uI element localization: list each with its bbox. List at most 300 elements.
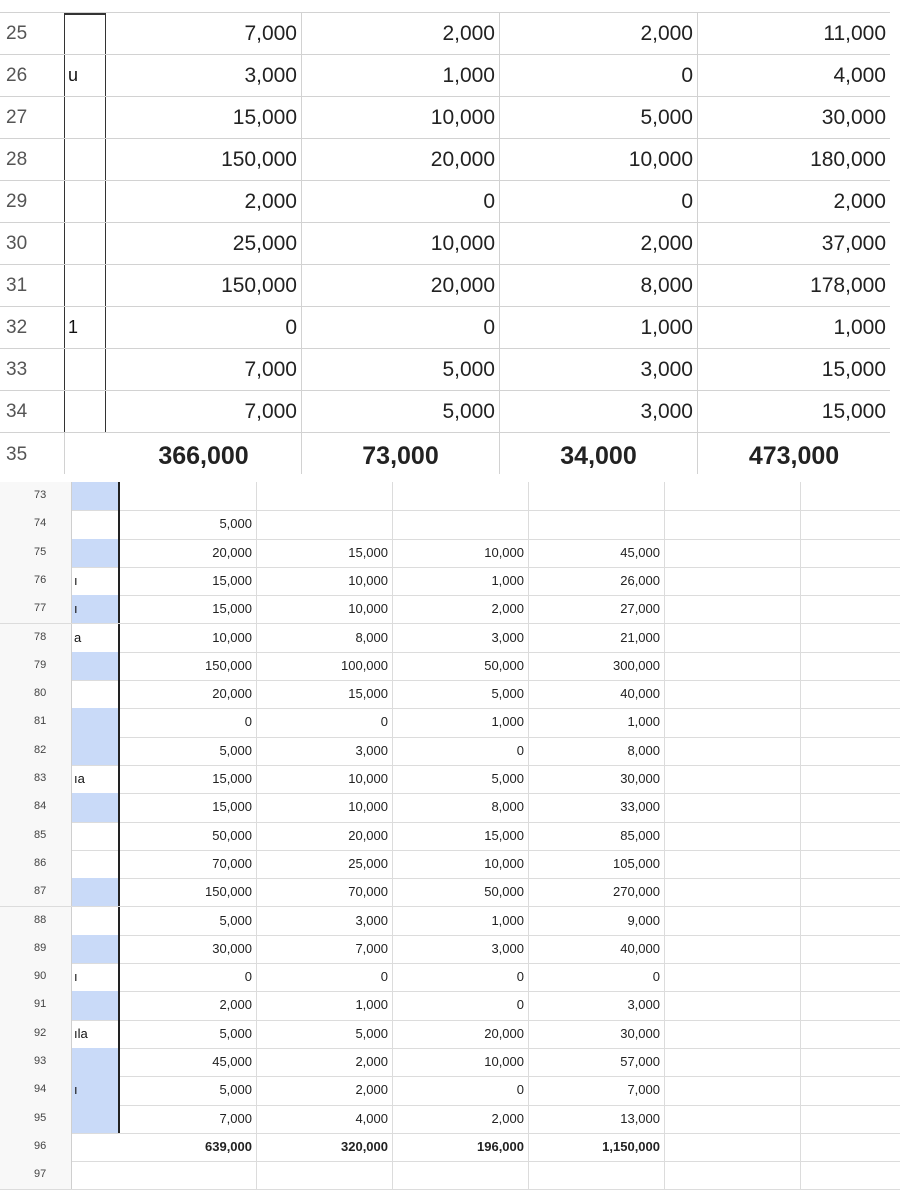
value-cell[interactable] [529,1161,665,1189]
value-cell[interactable]: 2,000 [833,190,886,213]
value-cell[interactable] [801,991,900,1019]
name-cell[interactable] [64,265,106,306]
row-number[interactable]: 85 [0,822,72,850]
value-cell[interactable] [801,652,900,680]
value-cell[interactable] [665,624,801,652]
name-cell[interactable] [72,822,120,850]
value-cell[interactable] [529,482,665,510]
row-number[interactable]: 78 [0,624,72,652]
value-cell[interactable]: 1,000 [257,991,393,1019]
row-number[interactable]: 94 [0,1076,72,1104]
value-cell[interactable]: 15,000 [120,793,257,821]
value-cell[interactable]: 0 [393,737,529,765]
value-cell[interactable]: 3,000 [393,935,529,963]
name-cell[interactable]: 1 [64,307,106,348]
value-cell[interactable]: 3,000 [393,624,529,652]
name-cell[interactable] [72,737,120,765]
value-cell[interactable]: 15,000 [257,680,393,708]
value-cell[interactable] [257,510,393,538]
table-row [0,624,900,653]
value-cell[interactable]: 10,000 [257,595,393,623]
row-number[interactable]: 27 [6,107,28,128]
table-row [0,680,900,709]
value-cell[interactable]: 196,000 [393,1133,529,1161]
row-number[interactable]: 33 [6,359,28,380]
value-cell[interactable] [801,765,900,793]
value-cell[interactable]: 40,000 [529,935,665,963]
value-cell[interactable] [801,793,900,821]
value-cell[interactable] [257,482,393,510]
row-number[interactable]: 80 [0,680,72,708]
row-number[interactable]: 76 [0,567,72,595]
name-cell[interactable] [72,652,120,680]
value-cell[interactable]: 320,000 [257,1133,393,1161]
name-cell[interactable] [64,349,106,390]
name-cell[interactable] [64,391,106,432]
row-number[interactable]: 82 [0,737,72,765]
value-cell[interactable] [393,510,529,538]
value-cell[interactable]: 5,000 [302,349,500,390]
table-row [0,139,890,181]
table-row [0,850,900,879]
value-cell[interactable]: 8,000 [529,737,665,765]
value-cell[interactable] [801,737,900,765]
value-cell[interactable] [801,595,900,623]
name-cell[interactable] [72,850,120,878]
value-cell[interactable] [801,907,900,935]
value-cell[interactable] [257,1161,393,1189]
value-cell[interactable]: 15,000 [120,567,257,595]
value-cell[interactable] [665,963,801,991]
value-cell[interactable]: 178,000 [810,274,886,297]
value-cell[interactable]: 10,000 [393,1048,529,1076]
value-cell[interactable]: 3,000 [106,55,302,96]
value-cell[interactable]: 0 [500,181,698,222]
value-cell[interactable]: 2,000 [257,1048,393,1076]
value-cell[interactable]: 2,000 [500,13,698,54]
value-cell[interactable] [801,1161,900,1189]
value-cell[interactable] [801,624,900,652]
table-row [0,765,900,794]
value-cell[interactable]: 0 [120,963,257,991]
value-cell[interactable]: 37,000 [821,232,886,255]
value-cell[interactable]: 270,000 [529,878,665,906]
table-row [0,991,900,1020]
table-row [0,708,900,737]
name-cell[interactable] [72,482,120,510]
value-cell[interactable]: 3,000 [529,991,665,1019]
value-cell[interactable]: 10,000 [257,793,393,821]
value-cell[interactable]: 4,000 [833,64,886,87]
value-cell[interactable]: 15,000 [257,539,393,567]
value-cell[interactable]: 25,000 [106,223,302,264]
value-cell[interactable]: 30,000 [529,765,665,793]
value-cell[interactable]: 0 [393,1076,529,1104]
table-row [0,349,890,391]
row-number[interactable]: 95 [0,1105,72,1133]
value-cell[interactable]: 5,000 [257,1020,393,1048]
table-row [0,963,900,992]
table-row [0,822,900,851]
value-cell[interactable] [665,595,801,623]
value-cell[interactable]: 10,000 [500,139,698,180]
table-row [0,793,900,822]
value-cell[interactable]: 180,000 [810,148,886,171]
value-cell[interactable] [120,482,257,510]
value-cell[interactable] [120,1161,257,1189]
table-row [0,907,900,936]
value-cell[interactable] [801,1020,900,1048]
value-cell[interactable] [665,793,801,821]
value-cell[interactable]: 0 [257,963,393,991]
name-cell[interactable] [64,97,106,138]
row-number[interactable]: 84 [0,793,72,821]
value-cell[interactable]: 5,000 [120,737,257,765]
value-cell[interactable] [665,737,801,765]
value-cell[interactable]: 26,000 [529,567,665,595]
name-cell[interactable]: ı [72,963,120,991]
value-cell[interactable]: 5,000 [302,391,500,432]
table-row [0,878,900,907]
value-cell[interactable]: 15,000 [393,822,529,850]
name-cell[interactable]: ı [72,1076,120,1104]
table-row [0,595,900,624]
table-row [0,1020,900,1049]
value-cell[interactable] [665,935,801,963]
value-cell[interactable]: 57,000 [529,1048,665,1076]
value-cell[interactable]: 10,000 [120,624,257,652]
value-cell[interactable]: 10,000 [302,97,500,138]
row-number[interactable]: 86 [0,850,72,878]
bottom-sheet [0,474,900,1204]
total-cell[interactable]: 73,000 [302,433,500,477]
table-row [0,1048,900,1077]
name-cell[interactable] [72,1105,120,1133]
value-cell[interactable]: 27,000 [529,595,665,623]
value-cell[interactable]: 15,000 [120,595,257,623]
value-cell[interactable]: 20,000 [393,1020,529,1048]
value-cell[interactable] [801,878,900,906]
name-cell[interactable] [72,878,120,906]
table-row [0,1161,900,1190]
value-cell[interactable]: 30,000 [529,1020,665,1048]
value-cell[interactable]: 639,000 [120,1133,257,1161]
value-cell[interactable]: 20,000 [120,680,257,708]
value-cell[interactable]: 15,000 [106,97,302,138]
row-number[interactable]: 30 [6,233,28,254]
value-cell[interactable] [801,850,900,878]
name-cell[interactable] [64,13,106,54]
value-cell[interactable] [665,567,801,595]
table-row [0,97,890,139]
row-number[interactable]: 92 [0,1020,72,1048]
table-row [0,223,890,265]
value-cell[interactable]: 3,000 [500,391,698,432]
name-cell[interactable] [72,680,120,708]
table-row [0,55,890,97]
value-cell[interactable]: 15,000 [821,358,886,381]
name-cell[interactable] [64,139,106,180]
value-cell[interactable]: 8,000 [257,624,393,652]
name-cell[interactable]: u [64,55,106,96]
value-cell[interactable] [801,708,900,736]
name-cell[interactable] [64,181,106,222]
value-cell[interactable] [665,1133,801,1161]
value-cell[interactable]: 15,000 [120,765,257,793]
value-cell[interactable]: 9,000 [529,907,665,935]
value-cell[interactable] [665,850,801,878]
value-cell[interactable]: 30,000 [120,935,257,963]
value-cell[interactable]: 7,000 [257,935,393,963]
name-cell[interactable] [64,433,106,477]
name-cell[interactable] [72,907,120,935]
row-number[interactable]: 25 [6,23,28,44]
value-cell[interactable] [801,539,900,567]
name-cell[interactable] [72,935,120,963]
value-cell[interactable]: 5,000 [120,1076,257,1104]
name-cell[interactable] [72,1133,120,1161]
value-cell[interactable]: 45,000 [120,1048,257,1076]
name-cell[interactable]: a [72,624,120,652]
value-cell[interactable]: 10,000 [257,765,393,793]
value-cell[interactable]: 5,000 [500,97,698,138]
value-cell[interactable] [665,1105,801,1133]
value-cell[interactable]: 7,000 [106,391,302,432]
value-cell[interactable]: 7,000 [106,13,302,54]
name-cell[interactable] [72,1161,120,1189]
value-cell[interactable] [665,652,801,680]
value-cell[interactable]: 0 [500,55,698,96]
value-cell[interactable]: 3,000 [500,349,698,390]
value-cell[interactable]: 2,000 [302,13,500,54]
value-cell[interactable] [665,1076,801,1104]
value-cell[interactable] [665,765,801,793]
value-cell[interactable]: 0 [257,708,393,736]
value-cell[interactable]: 0 [393,963,529,991]
value-cell[interactable]: 11,000 [823,22,886,45]
value-cell[interactable]: 33,000 [529,793,665,821]
name-cell[interactable] [72,991,120,1019]
value-cell[interactable]: 20,000 [302,265,500,306]
row-number[interactable]: 28 [6,149,28,170]
value-cell[interactable] [665,1161,801,1189]
value-cell[interactable]: 1,000 [833,316,886,339]
value-cell[interactable] [801,1133,900,1161]
value-cell[interactable] [665,991,801,1019]
value-cell[interactable]: 10,000 [302,223,500,264]
value-cell[interactable]: 5,000 [120,1020,257,1048]
value-cell[interactable]: 20,000 [120,539,257,567]
value-cell[interactable] [665,539,801,567]
total-row [0,1133,900,1162]
value-cell[interactable] [801,1048,900,1076]
value-cell[interactable]: 7,000 [120,1105,257,1133]
row-number[interactable]: 96 [0,1133,72,1161]
row-number[interactable]: 32 [6,317,28,338]
row-number[interactable]: 81 [0,708,72,736]
name-cell[interactable] [72,793,120,821]
value-cell[interactable]: 1,000 [500,307,698,348]
value-cell[interactable] [801,822,900,850]
value-cell[interactable]: 7,000 [529,1076,665,1104]
value-cell[interactable]: 15,000 [821,400,886,423]
value-cell[interactable] [665,878,801,906]
value-cell[interactable] [665,708,801,736]
value-cell[interactable]: 50,000 [393,652,529,680]
value-cell[interactable]: 30,000 [821,106,886,129]
value-cell[interactable]: 50,000 [120,822,257,850]
value-cell[interactable]: 20,000 [302,139,500,180]
value-cell[interactable] [665,907,801,935]
row-number[interactable]: 91 [0,991,72,1019]
value-cell[interactable] [801,510,900,538]
row-number[interactable]: 77 [0,595,72,623]
value-cell[interactable]: 20,000 [257,822,393,850]
value-cell[interactable]: 13,000 [529,1105,665,1133]
name-cell[interactable] [72,708,120,736]
name-cell[interactable]: ıla [72,1020,120,1048]
value-cell[interactable]: 10,000 [393,850,529,878]
value-cell[interactable]: 10,000 [393,539,529,567]
value-cell[interactable]: 1,000 [393,708,529,736]
value-cell[interactable] [665,482,801,510]
value-cell[interactable] [801,1105,900,1133]
name-cell[interactable]: ı [72,567,120,595]
value-cell[interactable]: 5,000 [393,680,529,708]
row-number[interactable]: 73 [0,482,72,510]
row-number[interactable]: 90 [0,963,72,991]
value-cell[interactable] [801,935,900,963]
total-cell[interactable]: 473,000 [748,442,840,470]
top-sheet-grid [0,12,890,478]
value-cell[interactable] [665,1048,801,1076]
value-cell[interactable]: 150,000 [106,265,302,306]
row-number[interactable]: 79 [0,652,72,680]
row-number[interactable]: 88 [0,907,72,935]
value-cell[interactable]: 3,000 [257,907,393,935]
table-row [0,1076,900,1105]
row-number[interactable]: 29 [6,191,28,212]
value-cell[interactable]: 0 [302,181,500,222]
table-row [0,391,890,433]
value-cell[interactable]: 1,000 [302,55,500,96]
table-row [0,510,900,539]
row-number[interactable]: 34 [6,401,28,422]
row-number[interactable]: 83 [0,765,72,793]
value-cell[interactable]: 2,000 [120,991,257,1019]
value-cell[interactable]: 2,000 [257,1076,393,1104]
name-cell[interactable]: ıa [72,765,120,793]
total-cell[interactable]: 366,000 [106,433,302,477]
value-cell[interactable] [801,680,900,708]
name-cell[interactable] [72,539,120,567]
value-cell[interactable]: 150,000 [120,878,257,906]
value-cell[interactable]: 0 [120,708,257,736]
value-cell[interactable]: 70,000 [120,850,257,878]
total-row [0,433,890,478]
value-cell[interactable]: 1,000 [393,567,529,595]
row-number[interactable]: 31 [6,275,28,296]
value-cell[interactable] [529,510,665,538]
row-number[interactable]: 35 [6,444,28,465]
value-cell[interactable]: 1,000 [529,708,665,736]
value-cell[interactable] [665,1020,801,1048]
value-cell[interactable]: 40,000 [529,680,665,708]
row-number[interactable]: 74 [0,510,72,538]
value-cell[interactable] [801,1076,900,1104]
value-cell[interactable]: 45,000 [529,539,665,567]
value-cell[interactable] [393,1161,529,1189]
value-cell[interactable]: 0 [529,963,665,991]
table-row [0,181,890,223]
value-cell[interactable]: 0 [106,307,302,348]
table-row [0,935,900,964]
value-cell[interactable] [665,680,801,708]
value-cell[interactable]: 25,000 [257,850,393,878]
name-cell[interactable]: ı [72,595,120,623]
value-cell[interactable]: 5,000 [120,510,257,538]
value-cell[interactable]: 50,000 [393,878,529,906]
value-cell[interactable]: 150,000 [106,139,302,180]
row-number[interactable]: 75 [0,539,72,567]
row-number[interactable]: 26 [6,65,28,86]
value-cell[interactable]: 1,150,000 [529,1133,665,1161]
table-row [0,567,900,596]
value-cell[interactable]: 150,000 [120,652,257,680]
name-cell[interactable] [64,223,106,264]
value-cell[interactable]: 8,000 [393,793,529,821]
value-cell[interactable] [665,822,801,850]
value-cell[interactable]: 100,000 [257,652,393,680]
table-row [0,12,890,55]
table-row [0,265,890,307]
value-cell[interactable]: 5,000 [393,765,529,793]
table-row [0,1105,900,1134]
value-cell[interactable]: 85,000 [529,822,665,850]
row-number[interactable]: 93 [0,1048,72,1076]
value-cell[interactable]: 8,000 [500,265,698,306]
value-cell[interactable]: 1,000 [393,907,529,935]
value-cell[interactable]: 2,000 [393,1105,529,1133]
value-cell[interactable] [393,482,529,510]
row-number[interactable]: 89 [0,935,72,963]
value-cell[interactable] [665,510,801,538]
value-cell[interactable]: 7,000 [106,349,302,390]
total-cell[interactable]: 34,000 [500,433,698,477]
value-cell[interactable]: 0 [393,991,529,1019]
value-cell[interactable]: 70,000 [257,878,393,906]
value-cell[interactable]: 2,000 [500,223,698,264]
value-cell[interactable]: 5,000 [120,907,257,935]
value-cell[interactable]: 21,000 [529,624,665,652]
value-cell[interactable]: 2,000 [106,181,302,222]
value-cell[interactable]: 4,000 [257,1105,393,1133]
value-cell[interactable]: 0 [302,307,500,348]
value-cell[interactable]: 300,000 [529,652,665,680]
value-cell[interactable]: 105,000 [529,850,665,878]
value-cell[interactable] [801,963,900,991]
value-cell[interactable]: 3,000 [257,737,393,765]
value-cell[interactable] [801,482,900,510]
row-number[interactable]: 97 [0,1161,72,1189]
value-cell[interactable] [801,567,900,595]
table-row [0,307,890,349]
row-number[interactable]: 87 [0,878,72,906]
value-cell[interactable]: 10,000 [257,567,393,595]
value-cell[interactable]: 2,000 [393,595,529,623]
name-cell[interactable] [72,510,120,538]
name-cell[interactable] [72,1048,120,1076]
